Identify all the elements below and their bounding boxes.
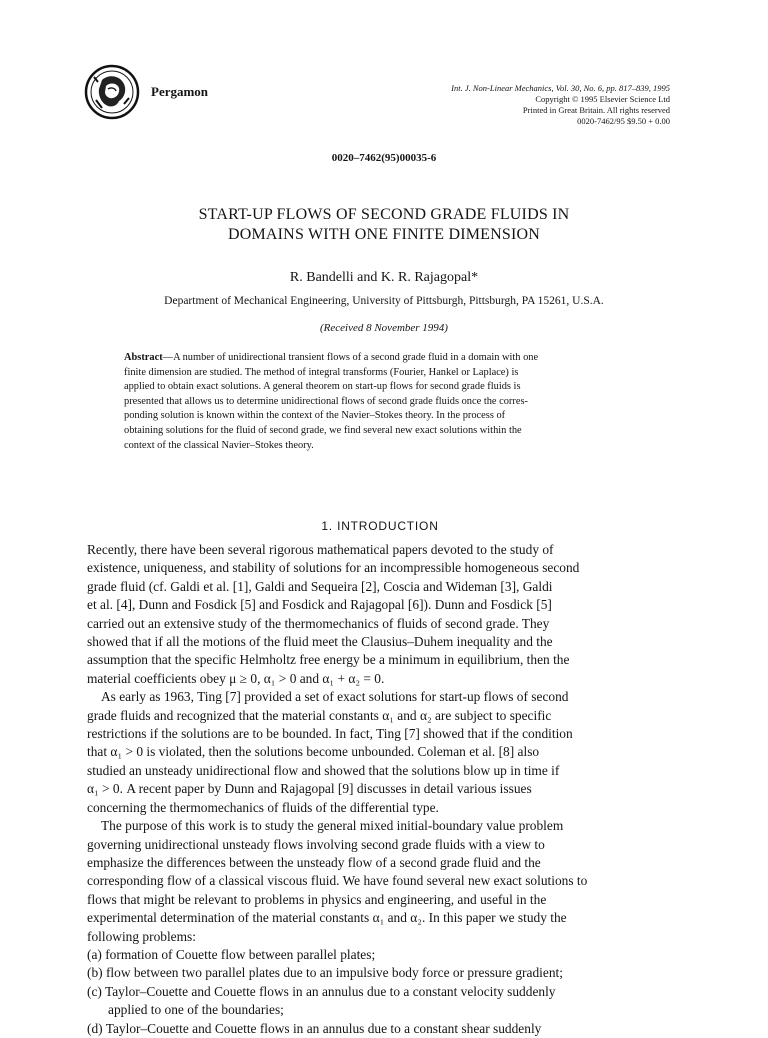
- body-line: As early as 1963, Ting [7] provided a set of exact solutions for start-up flows of second: [101, 689, 569, 705]
- doi-code: 0020–7462(95)00035-6: [331, 152, 437, 164]
- title-line: DOMAINS WITH ONE FINITE DIMENSION: [227, 226, 541, 243]
- body-line: following problems:: [87, 928, 196, 944]
- body-line: governing unidirectional unsteady flows involving second grade fluids with a view to: [87, 836, 545, 852]
- publisher-name: Pergamon: [151, 84, 209, 99]
- introduction-body: [87, 541, 670, 1038]
- paper-title: [100, 205, 668, 245]
- abstract-line: Abstract—A number of unidirectional transient flows of a second grade fluid in a domain with one: [124, 352, 539, 363]
- body-line: existence, uniqueness, and stability of solutions for an incompressible homogeneous second: [87, 560, 580, 576]
- section-heading: 1. INTRODUCTION: [321, 519, 439, 533]
- body-line: studied an unsteady unidirectional flow and showed that the solutions blow up in time if: [87, 762, 560, 778]
- list-item: (a) formation of Couette flow between parallel plates;: [87, 946, 376, 962]
- received-date: (Received 8 November 1994): [320, 322, 448, 334]
- body-line: α₁ > 0. A recent paper by Dunn and Rajagopal [9] discusses in detail various issues: [87, 781, 532, 797]
- affiliation: Department of Mechanical Engineering, University of Pittsburgh, Pittsburgh, PA 15261, U.S.A.: [164, 295, 604, 307]
- title-line: START-UP FLOWS OF SECOND GRADE FLUIDS IN: [198, 206, 570, 223]
- journal-citation: Int. J. Non-Linear Mechanics, Vol. 30, No. 6, pp. 817–839, 1995: [451, 83, 670, 93]
- body-line: showed that if all the motions of the fluid meet the Clausius–Duhem inequality and the: [87, 634, 553, 650]
- price-code: 0020-7462/95 $9.50 + 0.00: [577, 116, 670, 126]
- body-line: et al. [4], Dunn and Fosdick [5] and Fosdick and Rajagopal [6]). Dunn and Fosdick [5]: [87, 597, 552, 613]
- body-line: that α₁ > 0 is violated, then the solutions become unbounded. Coleman et al. [8] also: [87, 744, 540, 760]
- body-line: grade fluids and recognized that the material constants α₁ and α₂ are subject to specific: [87, 707, 552, 723]
- list-item-continuation: applied to one of the boundaries;: [108, 1002, 284, 1018]
- pergamon-logo: [84, 64, 140, 120]
- body-line: grade fluid (cf. Galdi et al. [1], Galdi and Sequeira [2], Coscia and Wideman [3], Galdi: [87, 578, 553, 594]
- abstract-line: presented that allows us to determine unidirectional flows of second grade fluids once the corres-: [124, 395, 528, 407]
- body-line: emphasize the differences between the unsteady flow of a second grade fluid and the: [87, 854, 541, 870]
- abstract-label: Abstract: [124, 352, 163, 363]
- body-line: assumption that the specific Helmholtz free energy be a minimum in equilibrium, then the: [87, 652, 570, 668]
- abstract-line: applied to obtain exact solutions. A general theorem on start-up flows for second grade fluids is: [124, 381, 521, 393]
- body-line: material coefficients obey μ ≥ 0, α₁ > 0 and α₁ + α₂ = 0.: [87, 670, 385, 686]
- journal-info: [451, 83, 670, 127]
- body-line: Recently, there have been several rigorous mathematical papers devoted to the study of: [87, 542, 554, 557]
- abstract-line: finite dimension are studied. The method of integral transforms (Fourier, Hankel or Laplace) is: [124, 366, 519, 378]
- body-line: The purpose of this work is to study the general mixed initial-boundary value problem: [101, 818, 564, 834]
- abstract-line: context of the classical Navier–Stokes theory.: [124, 439, 314, 451]
- copyright-line: Copyright © 1995 Elsevier Science Ltd: [535, 94, 670, 104]
- body-line: carried out an extensive study of the thermomechanics of fluids of second grade. They: [87, 615, 550, 631]
- printed-line: Printed in Great Britain. All rights reserved: [522, 105, 670, 115]
- abstract: [124, 351, 636, 453]
- list-item: (c) Taylor–Couette and Couette flows in an annulus due to a constant velocity suddenly: [87, 983, 556, 999]
- abstract-line: obtaining solutions for the fluid of second grade, we find several new exact solutions within the: [124, 424, 522, 436]
- body-line: corresponding flow of a classical viscous fluid. We have found several new exact solutions to: [87, 873, 588, 889]
- abstract-line: ponding solution is known within the context of the Navier–Stokes theory. In the process of: [124, 410, 506, 422]
- body-line: concerning the thermomechanics of fluids of the differential type.: [87, 799, 439, 815]
- list-item: (b) flow between two parallel plates due to an impulsive body force or pressure gradient;: [87, 965, 563, 981]
- body-line: flows that might be relevant to problems in physics and engineering, and useful in the: [87, 891, 547, 907]
- body-line: restrictions if the solutions are to be bounded. In fact, Ting [7] showed that if the condition: [87, 726, 573, 742]
- body-line: experimental determination of the material constants α₁ and α₂. In this paper we study the: [87, 910, 567, 926]
- authors: R. Bandelli and K. R. Rajagopal*: [289, 270, 479, 285]
- list-item: (d) Taylor–Couette and Couette flows in an annulus due to a constant shear suddenly: [87, 1020, 542, 1036]
